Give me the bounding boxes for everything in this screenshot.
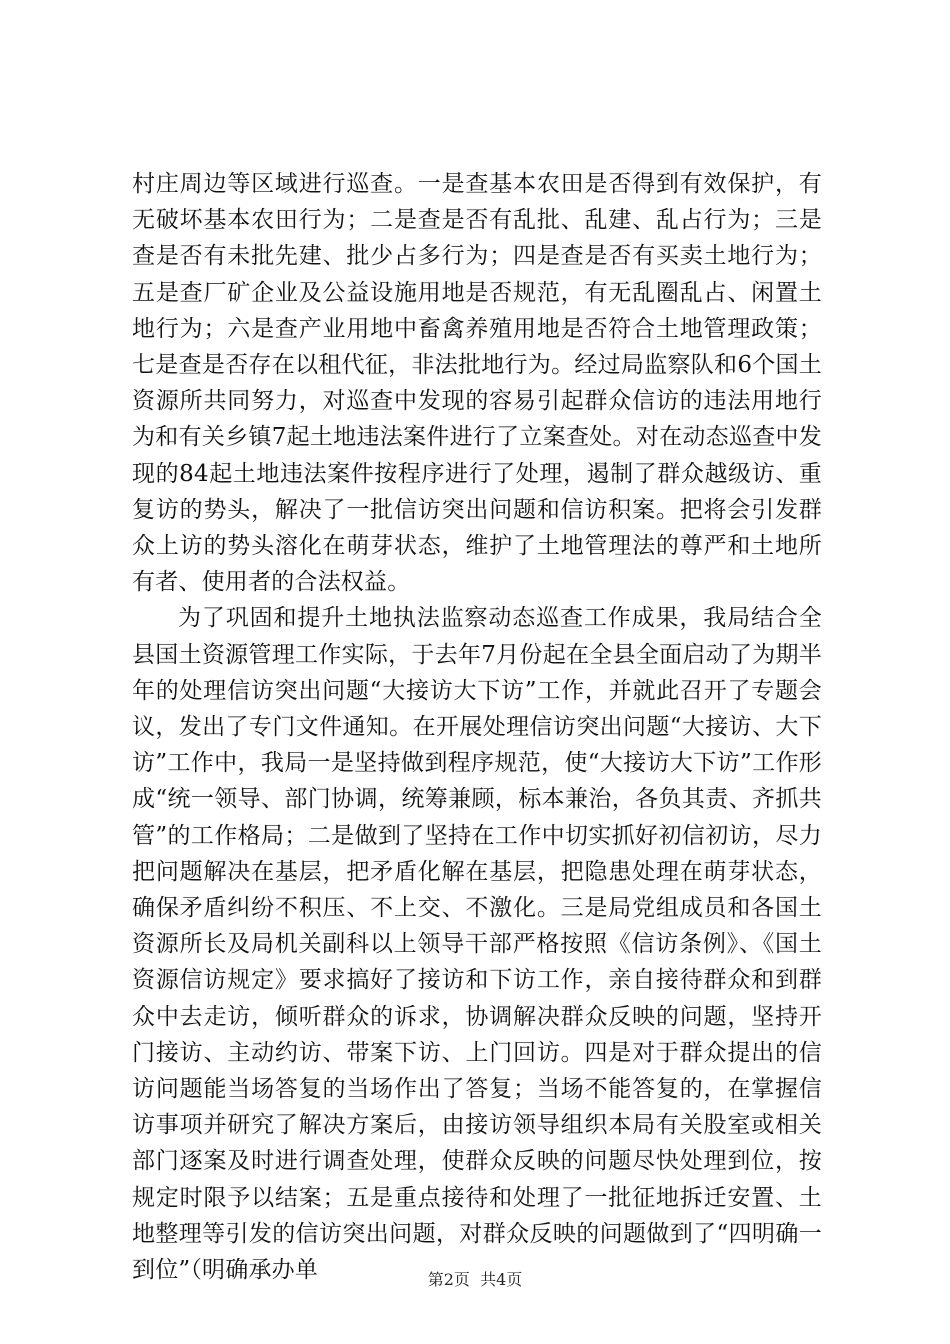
document-body	[132, 166, 822, 1288]
paragraph-1: 村庄周边等区域进行巡查。一是查基本农田是否得到有效保护，有无破坏基本农田行为；二是查是否有乱批、乱建、乱占行为；三是查是否有未批先建、批少占多行为；四是查是否有买卖土地行为；五是查厂矿企业及公益设施用地是否规范，有无乱圈乱占、闲置土地行为；六是查产业用地中畜禽养殖用地是否符合土地管理政策；七是查是否存在以租代征，非法批地行为。经过局监察队和6个国土资源所共同努力，对巡查中发现的容易引起群众信访的违法用地行为和有关乡镇7起土地违法案件进行了立案查处。对在动态巡查中发现的84起土地违法案件按程序进行了处理，遏制了群众越级访、重复访的势头，解决了一批信访突出问题和信访积案。把将会引发群众上访的势头溶化在萌芽状态，维护了土地管理法的尊严和土地所有者、使用者的合法权益。	[132, 171, 822, 596]
page-number-label: 第2页 共4页	[427, 1270, 523, 1289]
page-footer	[0, 1270, 950, 1290]
paragraph-2: 为了巩固和提升土地执法监察动态巡查工作成果，我局结合全县国土资源管理工作实际，于去年7月份起在全县全面启动了为期半年的处理信访突出问题“大接访大下访”工作，并就此召开了专题会议，发出了专门文件通知。在开展处理信访突出问题“大接访、大下访”工作中，我局一是坚持做到程序规范，使“大接访大下访”工作形成“统一领导、部门协调，统筹兼顾，标本兼治，各负其责、齐抓共管”的工作格局；二是做到了坚持在工作中切实抓好初信初访，尽力把问题解决在基层，把矛盾化解在基层，把隐患处理在萌芽状态，确保矛盾纠纷不积压、不上交、不激化。三是局党组成员和各国土资源所长及局机关副科以上领导干部严格按照《信访条例》、《国土资源信访规定》要求搞好了接访和下访工作，亲自接待群众和到群众中去走访，倾听群众的诉求，协调解决群众反映的问题，坚持开门接访、主动约访、带案下访、上门回访。四是对于群众提出的信访问题能当场答复的当场作出了答复；当场不能答复的，在掌握信访事项并研究了解决方案后，由接访领导组织本局有关股室或相关部门逐案及时进行调查处理，使群众反映的问题尽快处理到位，按规定时限予以结案；五是重点接待和处理了一批征地拆迁安置、土地整理等引发的信访突出问题，对群众反映的问题做到了“四明确一到位”（明确承办单	[132, 605, 822, 1284]
